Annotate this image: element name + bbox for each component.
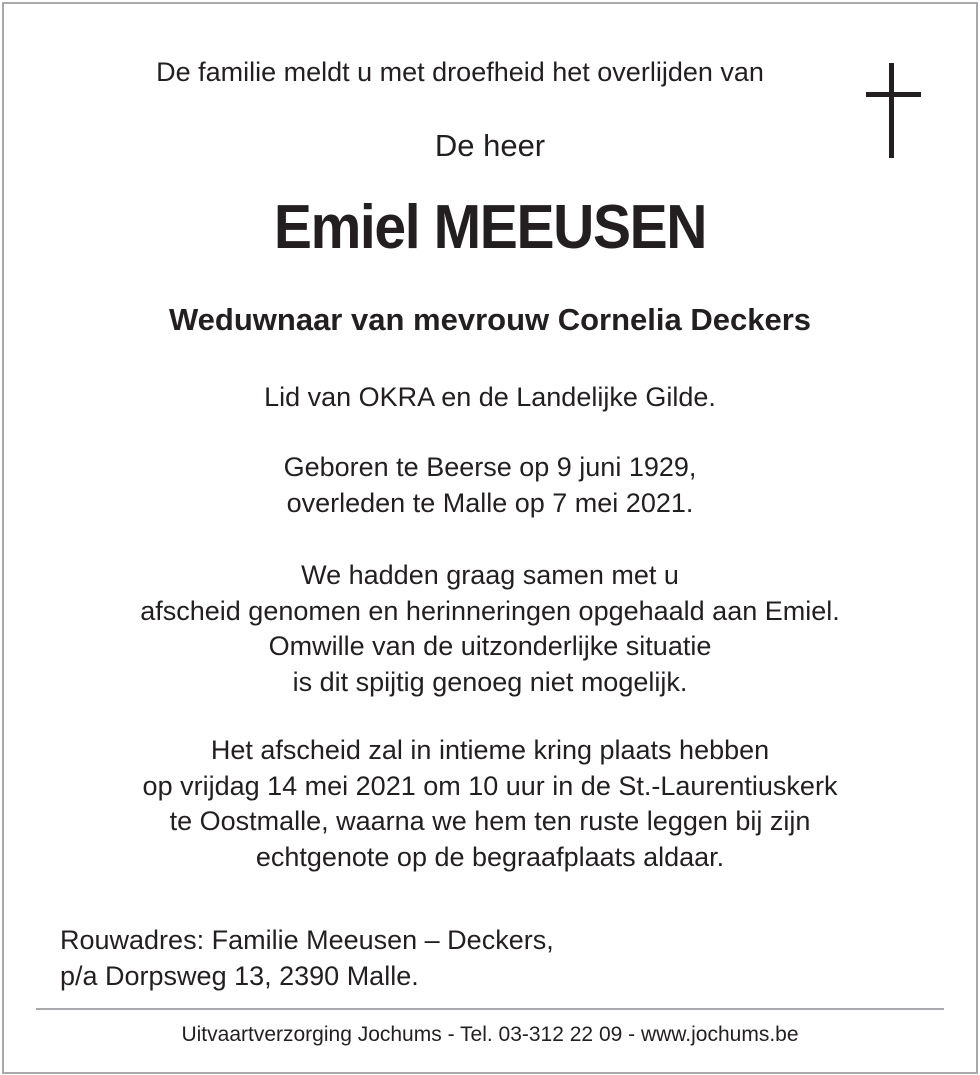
message-block [0, 558, 980, 700]
message-line: is dit spijtig genoeg niet mogelijk. [292, 666, 688, 697]
message-line: Omwille van de uitzonderlijke situatie [268, 631, 712, 661]
intro-text: De familie meldt u met droefheid het overlijden van [156, 57, 764, 87]
message-line: afscheid genomen en herinneringen opgehaald aan Emiel. [140, 595, 840, 626]
salutation: De heer [434, 128, 546, 163]
deceased-name: Emiel MEEUSEN [273, 193, 707, 262]
funeral-director-footer: Uitvaartverzorging Jochums - Tel. 03-312 22 09 - www.jochums.be [181, 1023, 799, 1046]
address-line: Rouwadres: Familie Meeusen – Deckers, [60, 925, 554, 955]
farewell-line: op vrijdag 14 mei 2021 om 10 uur in de St.-Laurentiuskerk [142, 770, 838, 801]
farewell-line: Het afscheid zal in intieme kring plaats hebben [210, 735, 770, 765]
birth-death-block [0, 450, 980, 521]
membership-line: Lid van OKRA en de Landelijke Gilde. [264, 382, 716, 412]
farewell-line: echtgenote op de begraafplaats aldaar. [255, 841, 725, 872]
widower-line: Weduwnaar van mevrouw Cornelia Deckers [168, 302, 812, 337]
footer-divider [36, 1008, 944, 1010]
message-line: We hadden graag samen met u [301, 560, 679, 590]
mourning-address [60, 922, 554, 994]
membership-text [0, 380, 980, 416]
farewell-block [0, 733, 980, 875]
address-line: p/a Dorpsweg 13, 2390 Malle. [60, 961, 419, 991]
cross-horizontal-bar [866, 92, 921, 97]
farewell-line: te Oostmalle, waarna we hem ten ruste leggen bij zijn [169, 806, 811, 836]
birth-line: Geboren te Beerse op 9 juni 1929, [283, 452, 697, 482]
death-line: overleden te Malle op 7 mei 2021. [286, 487, 694, 518]
